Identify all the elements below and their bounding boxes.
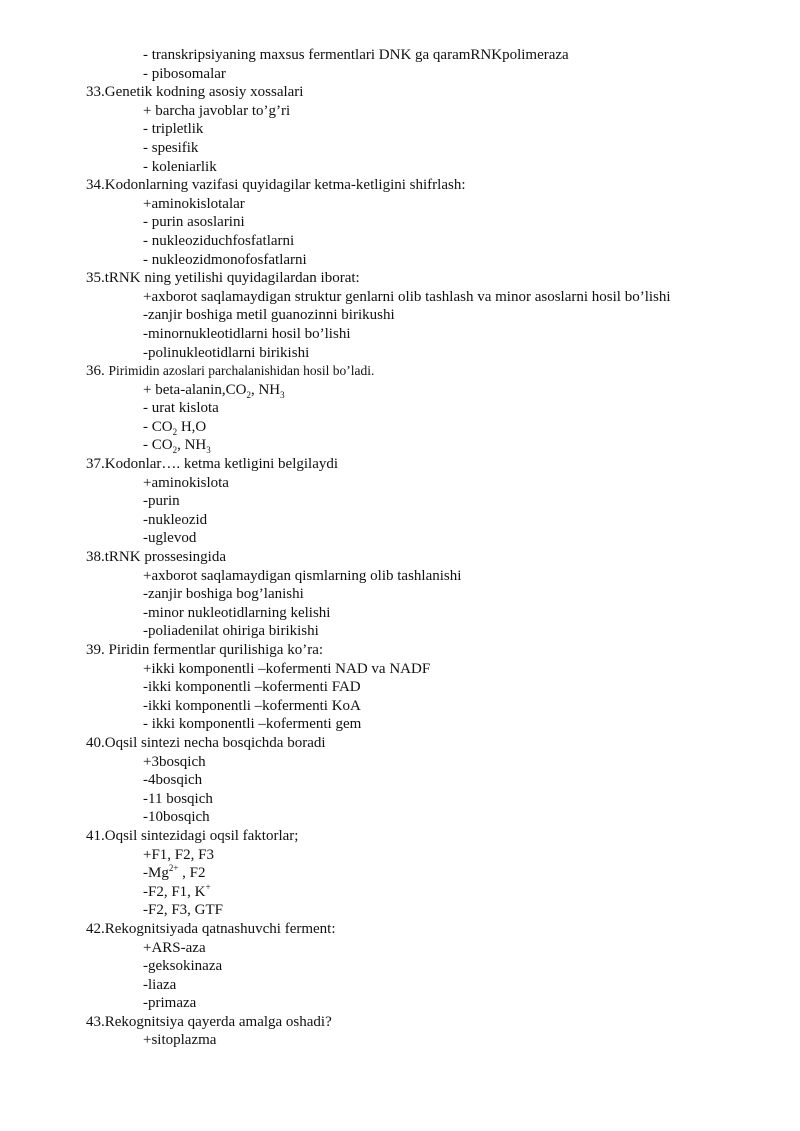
answer-line — [0, 474, 800, 493]
question-line — [0, 641, 800, 660]
subscript: 2 — [172, 426, 178, 437]
subscript: 2 — [246, 389, 251, 400]
line-text: -ikki komponentli –kofermenti FAD — [143, 679, 361, 696]
line-text: -minornukleotidlarni hosil bo’lishi — [143, 325, 351, 342]
answer-line — [0, 158, 800, 177]
answer-line — [0, 436, 800, 455]
line-text: -purin — [143, 493, 180, 510]
line-text: - tripletlik — [143, 121, 204, 138]
answer-line — [0, 939, 800, 958]
line-text: -minor nukleotidlarning kelishi — [143, 604, 331, 621]
subscript: 3 — [280, 389, 285, 400]
line-text: 42.Rekognitsiyada qatnashuvchi ferment: — [86, 920, 336, 937]
answer-line — [0, 288, 800, 307]
line-text: - transkripsiyaning maxsus fermentlari DNK ga qaramRNKpolimeraza — [143, 47, 569, 63]
answer-line — [0, 344, 800, 363]
line-text: - CO — [143, 418, 173, 435]
answer-line — [0, 325, 800, 344]
superscript: 2+ — [168, 863, 179, 874]
line-text: 43.Rekognitsiya qayerda amalga oshadi? — [86, 1013, 332, 1030]
line-text: +aminokislotalar — [143, 195, 245, 212]
question-line — [0, 455, 800, 474]
line-text: - spesifik — [143, 139, 199, 156]
line-text: +ARS-aza — [143, 939, 206, 956]
line-text: -F2, F3, GTF — [143, 902, 224, 919]
line-text: +aminokislota — [143, 474, 229, 491]
answer-line — [0, 120, 800, 139]
line-text: -primaza — [143, 995, 197, 1012]
line-text: + beta-alanin,CO — [143, 381, 247, 398]
line-text: -liaza — [143, 976, 177, 993]
answer-line — [0, 753, 800, 772]
answer-line — [0, 381, 800, 400]
line-text: +3bosqich — [143, 753, 206, 770]
question-line — [0, 548, 800, 567]
line-text: - ikki komponentli –kofermenti gem — [143, 716, 362, 733]
answer-line — [0, 604, 800, 623]
line-text: +axborot saqlamaydigan struktur genlarni olib tashlash va minor asoslarni hosil bo’lishi — [143, 288, 671, 305]
answer-line — [0, 139, 800, 158]
answer-line — [0, 492, 800, 511]
line-text-cont: , NH — [177, 437, 207, 454]
line-text: - nukleozidmonofosfatlarni — [143, 251, 307, 268]
answer-line — [0, 678, 800, 697]
answer-line — [0, 976, 800, 995]
line-text: 37.Kodonlar…. ketma ketligini belgilaydi — [86, 456, 339, 473]
question-line — [0, 827, 800, 846]
line-text: -zanjir boshiga metil guanozinni birikushi — [143, 307, 395, 324]
answer-line — [0, 306, 800, 325]
question-line — [0, 920, 800, 939]
line-text: -F2, F1, K — [143, 883, 206, 900]
line-text: 40.Oqsil sintezi necha bosqichda boradi — [86, 734, 326, 751]
line-text: - nukleoziduchfosfatlarni — [143, 232, 295, 249]
question-line — [0, 1013, 800, 1032]
answer-line — [0, 251, 800, 270]
line-text: 34.Kodonlarning vazifasi quyidagilar ketma-ketligini shifrlash: — [86, 177, 466, 194]
line-text: -ikki komponentli –kofermenti KoA — [143, 697, 361, 714]
answer-line — [0, 102, 800, 121]
line-text: 38.tRNK prossesingida — [86, 549, 226, 566]
line-text: +ikki komponentli –kofermenti NAD va NADF — [143, 660, 431, 677]
line-text: 41.Oqsil sintezidagi oqsil faktorlar; — [86, 827, 299, 844]
answer-line — [0, 697, 800, 716]
line-text: -11 bosqich — [143, 790, 213, 807]
answer-line — [0, 771, 800, 790]
answer-line — [0, 846, 800, 865]
line-text: -uglevod — [143, 530, 197, 547]
line-text-cont: H,O — [177, 418, 207, 435]
line-text: -poliadenilat ohiriga birikishi — [143, 623, 319, 640]
answer-line — [0, 957, 800, 976]
subscript: 3 — [206, 445, 211, 456]
line-small-text: Pirimidin azoslari parchalanishidan hosil bo’ladi. — [108, 363, 375, 379]
line-text: -nukleozid — [143, 511, 208, 528]
question-line — [0, 362, 800, 381]
question-line — [0, 83, 800, 102]
line-text: +F1, F2, F3 — [143, 846, 214, 863]
question-line — [0, 176, 800, 195]
answer-line — [0, 622, 800, 641]
line-text: - pibosomalar — [143, 65, 226, 82]
document-page — [0, 46, 800, 1050]
answer-line — [0, 994, 800, 1013]
answer-line — [0, 808, 800, 827]
answer-line — [0, 567, 800, 586]
answer-line — [0, 864, 800, 883]
answer-line — [0, 511, 800, 530]
line-text: -geksokinaza — [143, 958, 223, 975]
line-text: -10bosqich — [143, 809, 210, 826]
line-text-cont: , NH — [250, 381, 281, 398]
line-text: -polinukleotidlarni birikishi — [143, 344, 310, 361]
line-text: 35.tRNK ning yetilishi quyidagilardan iborat: — [86, 270, 360, 287]
answer-line — [0, 399, 800, 418]
line-text: - purin asoslarini — [143, 214, 245, 231]
line-text: - urat kislota — [143, 400, 219, 417]
line-text: + barcha javoblar to’g’ri — [143, 102, 291, 119]
line-text: 36. — [86, 363, 109, 380]
line-text: 39. Piridin fermentlar qurilishiga ko’ra: — [86, 642, 324, 658]
question-line — [0, 269, 800, 288]
answer-line — [0, 213, 800, 232]
line-text: +sitoplazma — [143, 1032, 217, 1049]
answer-line — [0, 418, 800, 437]
answer-line — [0, 529, 800, 548]
answer-line — [0, 790, 800, 809]
line-text: - koleniarlik — [143, 158, 217, 175]
line-text: - CO — [143, 437, 173, 454]
answer-line — [0, 901, 800, 920]
line-text: -zanjir boshiga bog’lanishi — [143, 586, 304, 603]
answer-line — [0, 195, 800, 214]
line-text: -4bosqich — [143, 772, 203, 789]
answer-line — [0, 883, 800, 902]
answer-line — [0, 1031, 800, 1050]
line-text: 33.Genetik kodning asosiy xossalari — [86, 84, 304, 101]
line-text-cont: , F2 — [178, 865, 206, 882]
answer-line — [0, 232, 800, 251]
answer-line — [0, 585, 800, 604]
answer-line — [0, 715, 800, 734]
line-text: -Mg — [143, 865, 169, 882]
line-text: +axborot saqlamaydigan qismlarning olib tashlanishi — [143, 567, 462, 584]
superscript: + — [205, 881, 211, 892]
answer-line — [0, 660, 800, 679]
question-line — [0, 734, 800, 753]
subscript: 2 — [172, 445, 178, 456]
answer-line — [0, 65, 800, 84]
answer-line — [0, 46, 800, 65]
